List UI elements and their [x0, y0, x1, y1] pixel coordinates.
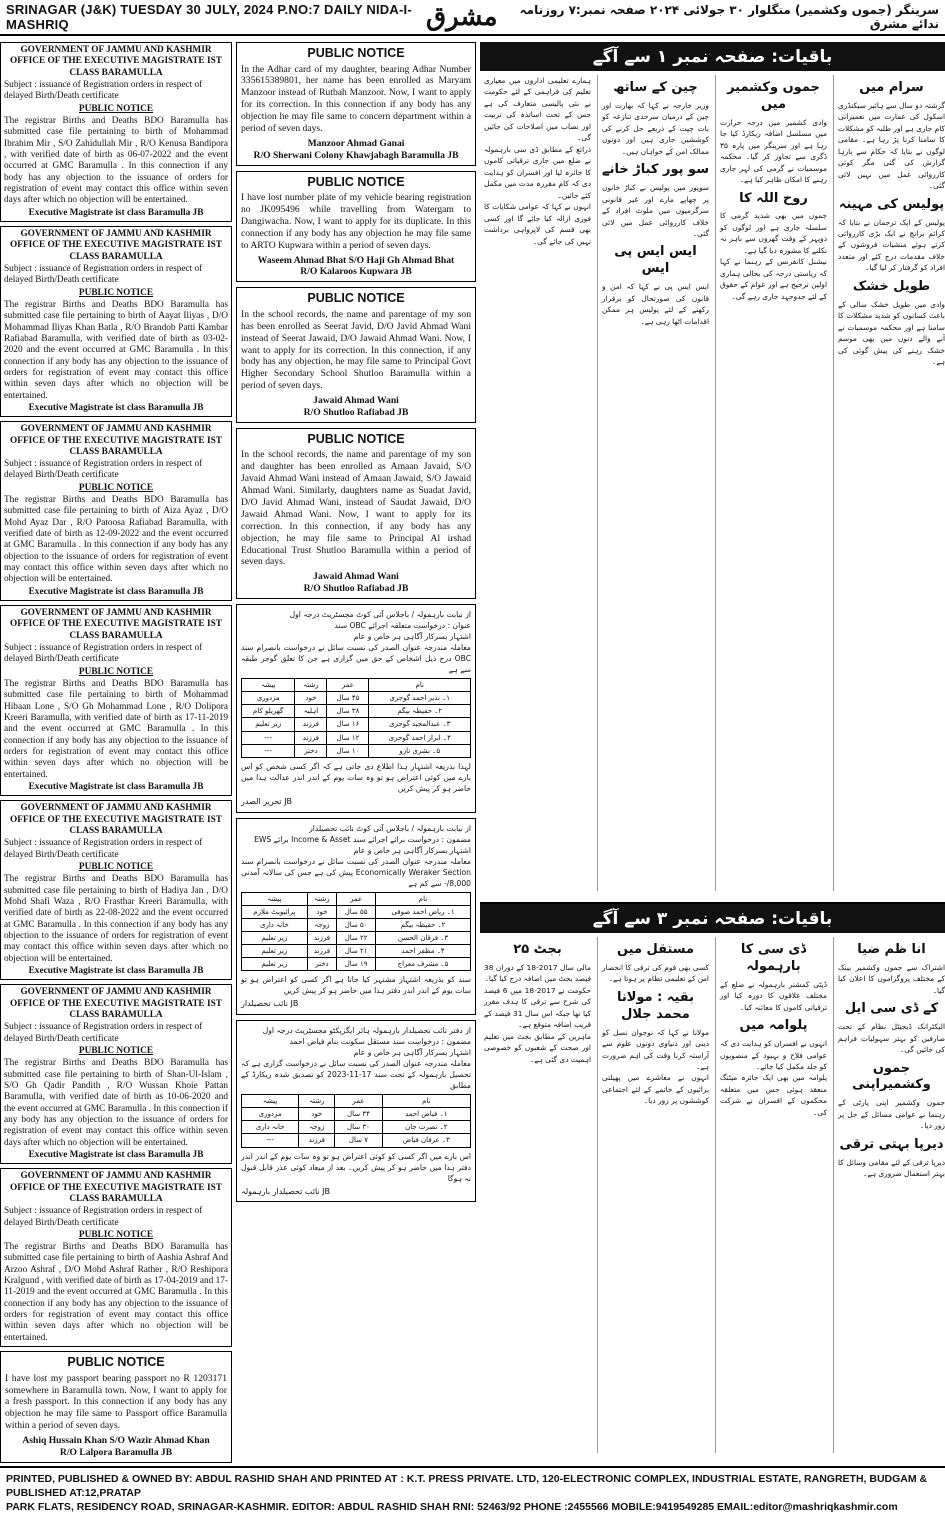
news-paragraph: ذرائع کے مطابق ڈی سی بارہمولہ نے ضلع میں جاری ترقیاتی کاموں کا جائزہ لیا اور افسران کو ہدایت دی کہ کام مقررہ مدت میں مکمل کئے جائیں۔	[484, 144, 591, 200]
news-paragraph: پلوامہ میں بھی ایک جائزہ میٹنگ منعقد ہوئی جس میں متعلقہ محکموں کے افسران نے شرکت کی۔	[720, 1073, 827, 1117]
table-cell: ۲۔ نصرت جان	[382, 1121, 470, 1134]
notice-address: R/O Kalaroos Kupwara JB	[300, 266, 412, 278]
table-cell: ۳۔ فرقان الحسن	[376, 931, 471, 944]
news-paragraph: ایس ایس پی نے کہا کہ امن و قانون کی صورتحال کو برقرار رکھنے کے لئے پولیس ہر ممکن اقدامات اٹھا رہی ہے۔	[602, 282, 709, 326]
table-cell: خانہ داری	[242, 1121, 299, 1134]
table-cell: ۳۴ سال	[335, 1108, 382, 1121]
public-notice	[236, 42, 476, 166]
notice-government: GOVERNMENT OF JAMMU AND KASHMIR	[20, 608, 212, 619]
urdu-section-2	[480, 902, 945, 1462]
table-cell: زیر تعلیم	[242, 958, 308, 971]
notice-signature: Jawaid Ahmad Wani	[313, 395, 399, 407]
news-paragraph: وادی کشمیر میں درجہ حرارت میں مسلسل اضافہ ریکارڈ کیا جا رہا ہے اور سرینگر میں پارہ ۳۵ ڈگری سے تجاوز کر گیا۔ محکمہ موسمیات نے گرمی کی لہر جاری رہنے کا امکان ظاہر کیا ہے۔	[720, 117, 827, 185]
notice-government: GOVERNMENT OF JAMMU AND KASHMIR	[20, 228, 212, 239]
birth-registration-notice	[0, 800, 232, 980]
notice-subject: Subject : issuance of Registration orders in respect of delayed Birth/Death certificate	[4, 1206, 203, 1228]
notice-title: PUBLIC NOTICE	[67, 1355, 165, 1370]
table-cell: ۵۔ مشرف معراج	[376, 958, 471, 971]
family-table	[241, 678, 471, 758]
news-paragraph: جموں وکشمیر اپنی پارٹی کے رہنما نے عوامی مسائل کے حل پر زور دیا۔	[838, 1098, 945, 1131]
notice-body: In the school records, the name and parentage of my son has been enrolled as Seerat Javid, D/O Javid Ahmad Wani instead of Seerat Jawaid, D/O Jawaid Ahmad Wani. Now, I want to apply for its correction. In this connection, if any body has any objection, he may file same to Principal Govt Higher Secondary School Shutloo Baramulla within a period of seven days.	[241, 308, 471, 392]
news-paragraph: مالی سال 2017-18 کے دوران 38 فیصد بجٹ میں اضافہ درج کیا گیا۔	[484, 962, 591, 984]
table-cell: فرزند	[307, 945, 337, 958]
birth-registration-notice	[0, 421, 232, 601]
table-cell: ۱۹ سال	[337, 958, 376, 971]
header-urdu-dateline: سرینگر (جموں وکشمیر) منگلوار ۳۰ جولائی ۲۰۲۴ صفحہ نمبر:۷ روزنامہ ندائے مشرق	[519, 3, 939, 31]
table-cell: فرزند	[299, 1134, 335, 1147]
table-cell: رشتہ	[307, 892, 337, 905]
news-headline: ایس ایس پی ایس	[614, 244, 697, 277]
news-headline: جموں وکشمیر میں	[727, 80, 820, 112]
table-cell: پیشہ	[242, 679, 295, 692]
notice-line: اشتہار بسرکار آگاہی ہر خاص و عام	[353, 845, 471, 855]
news-headline: روح اللہ کا	[739, 190, 808, 206]
news-headline: بقیہ : مولانا محمد جلال	[616, 989, 695, 1022]
notice-line: از نیابت بارہمولہ / باجلاس آئی کوٹ مجسٹریٹ درجہ اول	[289, 610, 471, 620]
notice-office: OFFICE OF THE EXECUTIVE MAGISTRATE IST CLASS BARAMULLA	[10, 56, 222, 78]
notice-footer: سند کو بذریعہ اشتہار مشتہر کیا جاتا ہے اگر کسی کو اعتراض ہو تو سات یوم کے اندر اندر دفتر ہذا میں حاضر ہو کر پیش کریں	[241, 975, 471, 996]
notice-title: PUBLIC NOTICE	[307, 431, 405, 446]
section-columns	[480, 933, 945, 1453]
table-cell: عمر	[335, 1094, 382, 1107]
birth-registration-notice	[0, 1168, 232, 1347]
notice-footer: لہذا بذریعہ اشتہار ہذا اطلاع دی جاتی ہے کہ اگر کسی شخص کو اس بارے میں کوئی اعتراض ہو تو وہ سات یوم کے اندر اندر عدالت ہذا میں حاضر ہو کر پیش کریں	[241, 761, 471, 793]
birth-registration-notice	[0, 605, 232, 796]
table-cell: ---	[242, 1134, 299, 1147]
news-paragraph: انہوں نے کہا کہ عوامی شکایات کا فوری ازالہ کیا جائے گا اور کسی بھی قسم کی لاپرواہی برداشت نہیں کی جائے گی۔	[484, 202, 591, 246]
news-paragraph: وزیر خارجہ نے کہا کہ بھارت اور چین کے درمیان سرحدی تنازعہ کو بات چیت کے ذریعے حل کرنے کی کوششیں جاری ہیں اور دونوں ممالک امن کے خواہاں ہیں۔	[602, 100, 709, 156]
urdu-official-notice	[236, 818, 476, 1015]
notice-subject: Subject : issuance of Registration orders in respect of delayed Birth/Death certificate	[4, 1022, 203, 1044]
notice-body: In the school records, the name and parentage of my son and daughter has been enrolled as Amaan Javaid, S/O Javaid Ahmad Wani instead of Amaan Jawaid, S/O Jawaid Ahmad Wani. Similarly, daughters name as Suadat Javid, D/O Javid Ahmad Wani, instead of Saudat Jawaid, D/O Jawaid Ahmad Wani. Now, I want to apply for its correction. In this connection, if any body has any objection, he may file same to Principal Al irshad Educational Trust Shutloo Baramulla within a period of seven days.	[241, 449, 471, 568]
news-paragraph: پولیس کے ایک ترجمان نے بتایا کہ کرائم برانچ نے ایک بڑی کارروائی کرتے ہوئے منشیات فروشوں کے خلاف مقدمات درج کئے اور متعدد افراد کو گرفتار کر لیا گیا۔	[838, 217, 945, 273]
news-paragraph: ماہرین کے مطابق بجٹ میں تعلیم اور صحت کے شعبوں کو خصوصی اہمیت دی گئی ہے۔	[484, 1031, 591, 1064]
news-paragraph: ڈپٹی کمشنر بارہمولہ نے ضلع کے مختلف علاقوں کا دورہ کیا اور ترقیاتی کاموں کا معائنہ کیا۔	[720, 979, 827, 1012]
table-cell: ۱۔ فیاض احمد	[382, 1108, 470, 1121]
table-cell: ۲۔ حفیظہ بیگم	[376, 918, 471, 931]
table-cell: ۱۶ سال	[327, 718, 369, 731]
notice-signature: Manzoor Ahmad Ganai	[307, 137, 405, 149]
news-column	[715, 937, 827, 1453]
notice-signature: Executive Magistrate ist class Baramulla JB	[28, 965, 204, 976]
news-headline: انا ظم ضیا	[857, 942, 926, 957]
urdu-official-notice	[236, 604, 476, 812]
table-cell: پیشہ	[242, 1094, 299, 1107]
table-cell: نام	[376, 892, 471, 905]
table-row	[242, 1094, 471, 1107]
table-cell: ۷ سال	[335, 1134, 382, 1147]
table-cell: زیر تعلیم	[242, 945, 308, 958]
table-row	[242, 892, 471, 905]
news-paragraph: الیکٹرانک ڈیجیٹل نظام کے تحت صارفین کو بہتر سہولیات فراہم کی جائیں گی۔	[838, 1022, 945, 1055]
table-cell: ۳۔ عرفان فیاض	[382, 1134, 470, 1147]
family-table	[241, 892, 471, 972]
table-cell: ۵۵ سال	[337, 905, 376, 918]
table-cell: گھریلو کام	[242, 705, 295, 718]
notice-office: OFFICE OF THE EXECUTIVE MAGISTRATE IST CLASS BARAMULLA	[10, 240, 222, 262]
notice-address: R/O Lalpora Baramulla JB	[59, 1446, 173, 1458]
table-cell: ۳۸ سال	[327, 705, 369, 718]
notice-body: The registrar Births and Deaths BDO Baramulla has submitted case file pertaining to birth of Aayat Iliyas , D/O Mohammad Iliyas Khan Batla , R/O Brandob Patti Kambar Rafiabad Baramulla, with verified date of birth as 03-02-2020 and the event occurred at GMC Baramulla . In this connection if any body has any objection to the issuance of orders for registration of event may contact this office within seven days after which no objection will be entertained.	[4, 299, 228, 401]
table-cell: نام	[382, 1094, 470, 1107]
news-paragraph: سوپور میں پولیس نے کباڑ خانوں پر چھاپے مارے اور غیر قانونی سرگرمیوں میں ملوث افراد کے خلاف کارروائی عمل میں لائی گئی۔	[602, 183, 709, 238]
table-cell: اہلیہ	[295, 705, 327, 718]
family-table	[241, 1094, 471, 1148]
section-columns	[480, 71, 945, 891]
urdu-official-notice	[236, 1020, 476, 1202]
table-cell: نام	[369, 679, 471, 692]
notice-signature: نائب تحصیلدار بارہمولہ JB	[241, 1186, 330, 1196]
notice-office: OFFICE OF THE EXECUTIVE MAGISTRATE IST CLASS BARAMULLA	[10, 435, 222, 457]
notice-body: The registrar Births and Deaths BDO Baramulla has submitted case file pertaining to birth of Shan-Ul-Islam , S/O Gh Qadir Pandith , R/O Wussan Khoie Pattan Baramulla, with verified date of birth as 10-06-2020 and the event occurred at GMC Baramulla . In this connection if any body has any objection to the issuance of orders for registration of event may contact this office within seven days after which no objection will be entertained.	[4, 1058, 228, 1148]
notice-line: مضمون : درخواست برائے اجرائے سند Income & Asset برائے EWS	[254, 834, 471, 844]
imprint-line-2: PARK FLATS, RESIDENCY ROAD, SRINAGAR-KASHMIR. EDITOR: ABDUL RASHID SHAH RNI: 52463/92 PHONE :2455566 MOBILE:9419549285 EMAIL:editor@mashriqkashmir.com	[6, 1501, 898, 1514]
notice-line: اشتہار بسرکار آگاہی ہر خاص و عام	[353, 1047, 471, 1057]
news-headline: بجٹ ۲۵	[513, 942, 562, 957]
table-cell: ۴۔ مظفر احمد	[376, 945, 471, 958]
table-row	[242, 679, 471, 692]
table-cell: ---	[242, 731, 295, 744]
news-paragraph: کسی بھی قوم کی ترقی کا انحصار اس کے تعلیمی نظام پر ہوتا ہے۔	[602, 962, 709, 984]
table-row	[242, 705, 471, 718]
notice-title: PUBLIC NOTICE	[78, 861, 154, 872]
notice-line: معاملہ مندرجہ عنوان الصدر کی نسبت سائل نے درخواست بانصرام سند Economically Weraker Section پیش کی ہے جس کی سالانہ آمدنی 8,000/- سے کم ہے	[241, 856, 471, 888]
news-column	[480, 75, 591, 891]
table-cell: دختر	[307, 958, 337, 971]
news-paragraph: جموں میں بھی شدید گرمی کا سلسلہ جاری ہے اور لوگوں کو دوپہر کے وقت گھروں سے باہر نہ نکلنے کا مشورہ دیا گیا ہے۔	[720, 211, 827, 255]
news-column	[597, 75, 709, 891]
notice-office: OFFICE OF THE EXECUTIVE MAGISTRATE IST CLASS BARAMULLA	[10, 1182, 222, 1204]
news-paragraph: دیرپا ترقی کے لئے مقامی وسائل کا بہتر استعمال ضروری ہے۔	[838, 1157, 945, 1179]
table-row	[242, 692, 471, 705]
table-cell: مزدوری	[242, 1108, 299, 1121]
news-headline: کے ڈی سی ایل	[844, 1001, 939, 1017]
notice-line: از نیابت بارہمولہ / باجلاس آئی کوٹ نائب تحصیلدار	[309, 823, 471, 833]
birth-registration-notice	[0, 984, 232, 1164]
birth-registration-notice	[0, 226, 232, 417]
notice-title: PUBLIC NOTICE	[78, 666, 154, 677]
notice-office: OFFICE OF THE EXECUTIVE MAGISTRATE IST CLASS BARAMULLA	[10, 619, 222, 641]
notice-line: مضمون : درخواست سند مستقل سکونت بنام فیاض احمد	[289, 1036, 471, 1046]
news-paragraph: وادی میں طویل خشک سالی کے باعث کسانوں کو شدید مشکلات کا سامنا ہے اور محکمہ موسمیات نے آنے والے دنوں میں بھی موسم خشک رہنے کی پیش گوئی کی ہے۔	[838, 299, 945, 367]
news-headline: سو پور کباڑ خانے	[601, 162, 709, 178]
notice-line: معاملہ مندرجہ عنوان الصدر کی نسبت سائل نے درخواست بانصرام سند OBC درج ذیل اشخاص کے حق میں گزاری ہے جن کا تعلق گوجر طبقہ سے ہے	[241, 643, 471, 675]
table-cell: ۴۔ ابرار احمد گوجری	[369, 731, 471, 744]
notice-signature: Executive Magistrate ist class Baramulla JB	[28, 1149, 204, 1160]
masthead-logo: مشرق	[425, 2, 498, 32]
notice-signature: Executive Magistrate ist class Baramulla JB	[28, 207, 204, 218]
notice-signature: تحریر الصدر JB	[241, 796, 293, 806]
table-cell: رشتہ	[299, 1094, 335, 1107]
table-row	[242, 731, 471, 744]
table-cell: فرزند	[295, 718, 327, 731]
birth-registration-notice	[0, 42, 232, 222]
table-cell: زیر تعلیم	[242, 931, 308, 944]
notice-address: R/O Shutloo Rafiabad JB	[303, 406, 409, 418]
notice-title: PUBLIC NOTICE	[78, 103, 154, 114]
news-paragraph: نیشنل کانفرنس کے رہنما نے کہا کہ ریاستی درجہ کی بحالی ہماری اولین ترجیح ہے اور عوام کے حقوق کے لئے جدوجہد جاری رہے گی۔	[720, 257, 827, 301]
urdu-news-column	[480, 42, 945, 1462]
section-banner: باقیات: صفحہ نمبر ۳ سے آگے	[480, 904, 945, 933]
notice-signature: Executive Magistrate ist class Baramulla JB	[28, 402, 204, 413]
news-paragraph: انہوں نے افسران کو ہدایت دی کہ عوامی فلاح و بہبود کے منصوبوں کو جلد مکمل کیا جائے۔	[720, 1039, 827, 1072]
notice-signature: Executive Magistrate ist class Baramulla JB	[28, 586, 204, 597]
notice-signature: Waseem Ahmad Bhat S/O Haji Gh Ahmad Bhat	[257, 254, 455, 266]
notice-signature: Jawaid Ahmad Wani	[313, 571, 399, 583]
notice-body: I have lost my passport bearing passport no R 1203171 somewhere in Baramulla town. Now, I want to apply for a fresh passport. In this connection if any body has any objection he may file same to Passport office Baramulla within a period of seven days.	[5, 1372, 227, 1432]
news-headline: چین کے ساتھ	[613, 80, 698, 95]
table-row	[242, 931, 471, 944]
notice-line: معاملہ مندرجہ عنوان الصدر کی نسبت سائل نے درخواست گزاری ہے کہ تحصیل بارہمولہ کے تحت سند 17-11-2023 کو تصدیق شدہ ریکارڈ کے مطابق	[241, 1058, 471, 1090]
notice-subject: Subject : issuance of Registration orders in respect of delayed Birth/Death certificate	[4, 643, 203, 665]
newspaper-header	[0, 0, 945, 36]
table-cell: پیشہ	[242, 892, 308, 905]
table-cell: ۲۔ حفیظہ بیگم	[369, 705, 471, 718]
table-row	[242, 1134, 471, 1147]
imprint-footer	[0, 1466, 945, 1514]
news-column	[715, 75, 827, 891]
notice-address: R/O Sherwani Colony Khawjabagh Baramulla JB	[253, 149, 459, 161]
news-paragraph: گزشتہ دو سال سے ہائیر سیکنڈری اسکول کی عمارت میں تعمیراتی کام جاری ہے اور طلبہ کو مشکلات کا سامنا کرنا پڑ رہا ہے۔ مقامی لوگوں نے بتایا کہ حکام سے بارہا گزارش کی گئی مگر کوئی کارروائی عمل میں نہیں لائی گئی۔	[838, 100, 945, 191]
table-row	[242, 945, 471, 958]
notice-title: PUBLIC NOTICE	[78, 287, 154, 298]
notice-body: In the Adhar card of my daughter, bearing Adhar Number 335615389801, her name has been enrolled as Maryam Manzoor instead of Rutbah Manzoor. Now, I want to apply for its correction. In this connection if any body has any objection he may file same to concern department within a period of seven days.	[241, 63, 471, 134]
table-cell: پرائیویٹ ملازم	[242, 905, 308, 918]
news-column	[480, 937, 591, 1453]
header-dateline: SRINAGAR (J&K) TUESDAY 30 JULY, 2024 P.NO:7 DAILY NIDA-I-MASHRIQ	[6, 2, 412, 32]
notice-subject: Subject : issuance of Registration orders in respect of delayed Birth/Death certificate	[4, 79, 203, 102]
notice-line: اشتہار بسرکار آگاہی ہر خاص و عام	[353, 632, 471, 642]
table-cell: رشتہ	[295, 679, 327, 692]
notice-government: GOVERNMENT OF JAMMU AND KASHMIR	[20, 1171, 212, 1182]
news-headline: پلوامہ میں	[739, 1018, 808, 1034]
news-headline: پولیس کی مہینہ	[838, 196, 945, 212]
notice-title: PUBLIC NOTICE	[307, 174, 405, 189]
gmc-notices-column	[0, 42, 232, 1468]
notice-office: OFFICE OF THE EXECUTIVE MAGISTRATE IST CLASS BARAMULLA	[10, 998, 222, 1020]
notice-title: PUBLIC NOTICE	[78, 1229, 154, 1240]
notice-government: GOVERNMENT OF JAMMU AND KASHMIR	[20, 424, 212, 435]
notice-body: I have lost number plate of my vehicle bearing registration no JK095496 while travelling from Watergam to Dangiwacha. Now, I want to apply for its duplicate. In this connection if any body has any objection he may file same to ARTO Kupwara within a period of seven days.	[241, 192, 471, 251]
notice-subject: Subject : issuance of Registration orders in respect of delayed Birth/Death certificate	[4, 838, 203, 860]
news-column	[597, 937, 709, 1453]
notice-signature: Ashiq Hussain Khan S/O Wazir Ahmad Khan	[22, 1435, 210, 1447]
table-cell: ---	[242, 744, 295, 757]
table-row	[242, 958, 471, 971]
notice-footer: اس بارے میں اگر کسی کو کوئی اعتراض ہو تو وہ سات یوم کے اندر اندر دفتر ہذا میں حاضر ہو کر پیش کریں۔ بعد از میعاد کوئی عذر قابل قبول نہ ہوگا	[241, 1151, 471, 1183]
table-cell: ۱۲ سال	[327, 731, 369, 744]
notice-signature: Executive Magistrate ist class Baramulla JB	[28, 782, 204, 793]
notice-body: The registrar Births and Deaths BDO Baramulla has submitted case file pertaining to birth of Mohammad Hibaan Lone , S/O Gh Mohammad Lone , R/O Dolipora Kreeri Baramulla, with verified date of birth as 17-11-2019 and the event occurred at GMC Baramulla . In this connection if any body has any objection to the issuance of orders for registration of event may contact this office within seven days after which no objection will be entertained.	[4, 679, 228, 780]
table-cell: ۲۱ سال	[337, 945, 376, 958]
news-headline: سرام میں	[859, 80, 924, 95]
table-row	[242, 718, 471, 731]
table-cell: فرزند	[295, 731, 327, 744]
table-row	[242, 1108, 471, 1121]
notice-government: GOVERNMENT OF JAMMU AND KASHMIR	[20, 987, 212, 998]
notice-body: The registrar Births and Deaths BDO Baramulla has submitted case file pertaining to birth of Hadiya Jan , D/O Mohd Shafi Waza , R/O Frasthar Kreeri Baramulla, with verified date of birth as 22-08-2022 and the event occurred at GMC Baramulla . In this connection if any body has any objection to the issuance of orders for registration of event may contact this office within seven days after which no objection will be entertained.	[4, 874, 228, 964]
news-paragraph: مولانا نے کہا کہ نوجوان نسل کو دینی اور دنیاوی دونوں علوم سے آراستہ کرنا وقت کی اہم ضرورت ہے۔	[602, 1027, 709, 1072]
notice-title: PUBLIC NOTICE	[307, 46, 405, 60]
notice-title: PUBLIC NOTICE	[307, 291, 405, 306]
table-cell: زیر تعلیم	[242, 718, 295, 731]
table-cell: خود	[299, 1108, 335, 1121]
urdu-section-1	[480, 42, 945, 900]
table-cell: زوجہ	[299, 1121, 335, 1134]
notice-office: OFFICE OF THE EXECUTIVE MAGISTRATE IST CLASS BARAMULLA	[10, 814, 222, 836]
notice-line: از دفتر نائب تحصیلدار بارہمولہ ہائر ایگزیکٹو مجسٹریٹ درجہ اول	[262, 1025, 471, 1035]
news-column	[833, 937, 945, 1453]
notice-signature: نائب تحصیلدار JB	[241, 999, 299, 1009]
imprint-line-1: PRINTED, PUBLISHED & OWNED BY: ABDUL RASHID SHAH AND PRINTED AT : K.T. PRESS PRIVATE. LTD, 120-ELECTRONIC COMPLEX, INDUSTRIAL ESTATE, RANGRETH, BUDGAM & PUBLISHED AT:12,PRATAP	[6, 1473, 928, 1500]
table-cell: ۴۵ سال	[327, 692, 369, 705]
news-paragraph: اشتراک سے جموں وکشمیر بینک کے مختلف پروگراموں کا اعلان کیا گیا۔	[838, 962, 945, 995]
table-cell: خانہ داری	[242, 918, 308, 931]
notice-government: GOVERNMENT OF JAMMU AND KASHMIR	[20, 45, 212, 55]
news-column	[833, 75, 945, 891]
table-cell: دختر	[295, 744, 327, 757]
table-cell: ۳۔ عبدالمجید گوجری	[369, 718, 471, 731]
table-cell: زوجہ	[307, 918, 337, 931]
news-headline: طویل خشک	[852, 278, 931, 294]
notice-title: PUBLIC NOTICE	[78, 482, 154, 493]
notice-body: The registrar Births and Deaths BDO Baramulla has submitted case file pertaining to birth of Mohammad Ibrahim Mir , S/O Zahidullah Mir , R/O Kenusa Bandipora , with verified date of birth as 06-07-2022 and the event occurred at GMC Baramulla . In this connection if any body has any objection to the issuance of orders for registration of event may contact this office within seven days after which no objection will be entertained.	[4, 115, 228, 206]
section-banner: باقیات: صفحہ نمبر ۱ سے آگے	[480, 42, 945, 71]
news-paragraph: ہمارے تعلیمی اداروں میں معیاری تعلیم کی فراہمی کے لئے حکومت نے نئی پالیسی متعارف کی ہے جس کے تحت اساتذہ کی تربیت اور نصاب میں اصلاحات کی جائیں گی۔	[484, 76, 591, 143]
middle-notices-column	[236, 42, 476, 1207]
notice-title: PUBLIC NOTICE	[78, 1045, 154, 1056]
table-cell: ۱۔ نذیر احمد گوجری	[369, 692, 471, 705]
news-headline: جموں وکشمیراپنی	[852, 1060, 931, 1093]
notice-subject: Subject : issuance of Registration orders in respect of delayed Birth/Death certificate	[4, 459, 203, 481]
public-notice	[236, 287, 476, 423]
table-row	[242, 918, 471, 931]
news-headline: مستقل میں	[616, 942, 695, 957]
table-cell: ۳۰ سال	[335, 1121, 382, 1134]
table-cell: ۱۔ ریاض احمد صوفی	[376, 905, 471, 918]
table-cell: ۵۰ سال	[337, 918, 376, 931]
notice-body: The registrar Births and Deaths BDO Baramulla has submitted case file pertaining to birth of Aashia Ashraf And Arzoo Ashraf , D/O Mohd Ashraf Rather , R/O Reshipora Kralgund , with verified date of birth as 17-04-2019 and 17-11-2019 and the event occurred at GMC Baramulla . In this connection if any body has any objection to the issuance of orders for registration of event may contact this office within seven days after which no objection will be entertained.	[4, 1242, 228, 1343]
table-cell: خود	[295, 692, 327, 705]
notice-government: GOVERNMENT OF JAMMU AND KASHMIR	[20, 803, 212, 814]
table-row	[242, 744, 471, 757]
notice-body: The registrar Births and Deaths BDO Baramulla has submitted case file pertaining to birth of Aiza Ayaz , D/O Mohd Ayaz Dar , R/O Patoosa Rafiabad Baramulla, with verified date of birth as 12-09-2022 and the event occurred at GMC Baramulla . In this connection if any body has any objection to the issuance of orders for registration of event may contact this office within seven days after which no objection will be entertained.	[4, 495, 228, 585]
notice-subject: Subject : issuance of Registration orders in respect of delayed Birth/Death certificate	[4, 263, 203, 286]
public-notice	[236, 428, 476, 599]
notice-address: R/O Shutloo Rafiabad JB	[303, 583, 409, 595]
table-cell: ۱۰ سال	[327, 744, 369, 757]
table-row	[242, 905, 471, 918]
notice-line: عنوان : درخواست متعلقہ اجرائے OBC سند	[334, 621, 471, 631]
public-notice	[236, 171, 476, 283]
news-headline: دیرپا بہتی ترقی	[839, 1136, 944, 1152]
table-cell: ۲۲ سال	[337, 931, 376, 944]
table-cell: عمر	[327, 679, 369, 692]
news-paragraph: حکومت نے 2017-18 میں 6 فیصد کی شرح سے ترقی کا ہدف مقرر کیا تھا جبکہ اس سال 31 فیصد کے قریب اضافہ متوقع ہے۔	[484, 985, 591, 1030]
table-cell: ۵۔ بشری نازو	[369, 744, 471, 757]
table-row	[242, 1121, 471, 1134]
table-cell: مزدوری	[242, 692, 295, 705]
news-paragraph: انہوں نے معاشرے میں پھیلتی برائیوں کے خاتمے کے لئے اجتماعی کوششوں پر زور دیا۔	[602, 1073, 709, 1106]
table-cell: خود	[307, 905, 337, 918]
table-cell: فرزند	[307, 931, 337, 944]
news-headline: ڈی سی کا بارہمولہ	[740, 942, 807, 974]
passport-notice	[0, 1351, 232, 1463]
table-cell: عمر	[337, 892, 376, 905]
